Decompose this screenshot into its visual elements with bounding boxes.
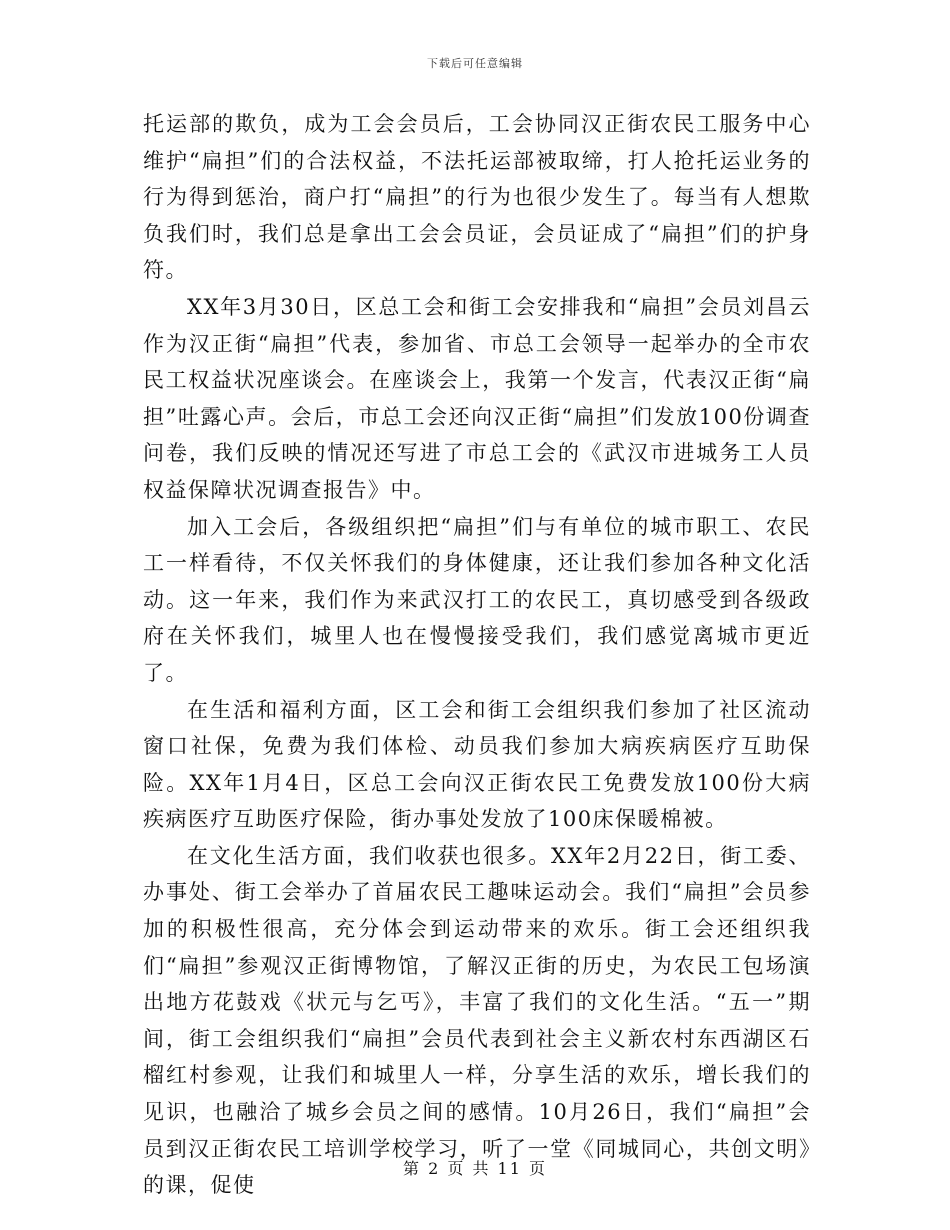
page-header-note: 下载后可任意编辑 xyxy=(427,57,523,70)
paragraph-5: 在文化生活方面，我们收获也很多。XX年2月22日，街工委、办事处、街工会举办了首届农民工趣味运动会。我们“扁担”会员参加的积极性很高，充分体会到运动带来的欢乐。街工会还组织我们“扁担”参观汉正街博物馆，了解汉正街的历史，为农民工包场演出地方花鼓戏《状元与乞丐》，丰富了我们的文化生活。“五一”期间，街工会组织我们“扁担”会员代表到社会主义新农村东西湖区石榴红村参观，让我们和城里人一样，分享生活的欢乐，增长我们的见识，也融洽了城乡会员之间的感情。10月26日，我们“扁担”会员到汉正街农民工培训学校学习，听了一堂《同城同心，共创文明》的课，促使 xyxy=(143,843,811,1198)
paragraph-3: 加入工会后，各级组织把“扁担”们与有单位的城市职工、农民工一样看待，不仅关怀我们的身体健康，还让我们参加各种文化活动。这一年来，我们作为来武汉打工的农民工，真切感受到各级政府在关怀我们，城里人也在慢慢接受我们，我们感觉离城市更近了。 xyxy=(143,514,811,685)
document-body xyxy=(143,106,811,1204)
paragraph-2: XX年3月30日，区总工会和街工会安排我和“扁担”会员刘昌云作为汉正街“扁担”代表，参加省、市总工会领导一起举办的全市农民工权益状况座谈会。在座谈会上，我第一个发言，代表汉正街“扁担”吐露心声。会后，市总工会还向汉正街“扁担”们发放100份调查问卷，我们反映的情况还写进了市总工会的《武汉市进城务工人员权益保障状况调查报告》中。 xyxy=(143,294,811,502)
page-number-footer: 第 2 页 共 11 页 xyxy=(403,1159,547,1178)
paragraph-4: 在生活和福利方面，区工会和街工会组织我们参加了社区流动窗口社保，免费为我们体检、动员我们参加大病疾病医疗互助保险。XX年1月4日，区总工会向汉正街农民工免费发放100份大病疾病医疗互助医疗保险，街办事处发放了100床保暖棉被。 xyxy=(143,697,811,832)
paragraph-1: 托运部的欺负，成为工会会员后，工会协同汉正街农民工服务中心维护“扁担”们的合法权益，不法托运部被取缔，打人抢托运业务的行为得到惩治，商户打“扁担”的行为也很少发生了。每当有人想欺负我们时，我们总是拿出工会会员证，会员证成了“扁担”们的护身符。 xyxy=(143,112,811,283)
